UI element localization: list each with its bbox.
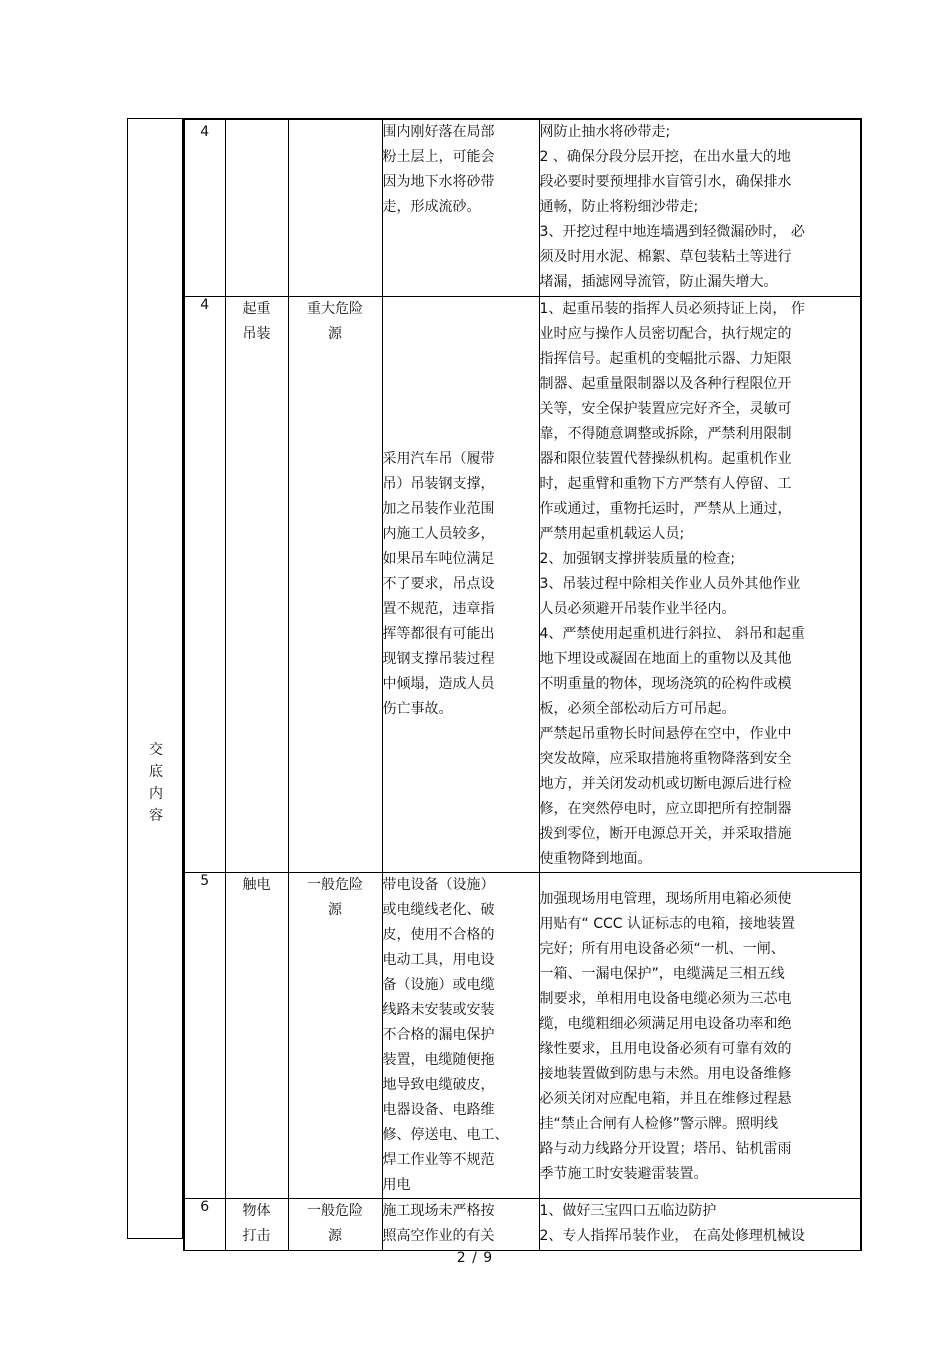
measure-line: 业时应与操作人员密切配合，执行规定的: [539, 325, 792, 342]
measure-line: 2、专人指挥吊装作业， 在高处修理机械设: [539, 1227, 805, 1244]
hazard-name: [225, 872, 288, 1198]
cause-line: 加之吊装作业范围: [382, 500, 495, 517]
measure-line: 路与动力线路分开设置；塔吊、钻机雷雨: [539, 1140, 792, 1157]
risk-level-line: 源: [328, 1227, 342, 1244]
cause-line: 修、停送电、电工、: [382, 1126, 509, 1143]
measure-line: 必须关闭对应配电箱，并且在维修过程悬: [539, 1090, 792, 1107]
measure-line: 地方，并关闭发动机或切断电源后进行检: [539, 775, 792, 792]
table-row: [184, 1198, 861, 1250]
cause-line: 电动工具，用电设: [382, 951, 495, 968]
cause-line: 施工现场未严格按: [382, 1202, 495, 1219]
measure-line: 关等，安全保护装置应完好齐全，灵敏可: [539, 400, 792, 417]
hazard-name-line: 物体: [242, 1202, 271, 1219]
cause-line: 电器设备、电路维: [382, 1101, 495, 1118]
measure-line: 加强现场用电管理，现场所用电箱必须使: [539, 890, 792, 907]
measure-line: 3、开挖过程中地连墙遇到轻微漏砂时， 必: [539, 224, 805, 240]
row-number: 4: [184, 296, 225, 872]
measure-line: 突发故障，应采取措施将重物降落到安全: [539, 750, 792, 767]
cause-line: 备（设施）或电缆: [382, 976, 495, 993]
hazard-name: [225, 119, 288, 296]
cause-line: 因为地下水将砂带: [382, 174, 495, 190]
control-measure: [539, 119, 861, 296]
hazard-name-line: 起重: [242, 300, 271, 317]
measure-line: 不明重量的物体，现场浇筑的砼构件或模: [539, 675, 792, 692]
measure-line: 缘性要求，且用电设备必须有可靠有效的: [539, 1040, 792, 1057]
measure-line: 作或通过，重物托运时，严禁从上通过，: [539, 500, 792, 517]
measure-line: 4、严禁使用起重机进行斜拉、 斜吊和起重: [539, 625, 805, 642]
cause-line: 不了要求，吊点设: [382, 575, 495, 592]
cause-line: 中倾塌，造成人员: [382, 675, 495, 692]
page-number: 2 / 9: [456, 1250, 494, 1266]
measure-line: 季节施工时安装避雷装置。: [539, 1165, 708, 1182]
measure-line: 修，在突然停电时，应立即把所有控制器: [539, 800, 792, 817]
measure-line: 网防止抽水将砂带走;: [539, 124, 671, 140]
measure-line: 人员必须避开吊装作业半径内。: [539, 600, 736, 617]
risk-level: [288, 296, 382, 872]
measure-line: 靠，不得随意调整或拆除，严禁利用限制: [539, 425, 792, 442]
cause-line: 吊）吊装钢支撑，: [382, 475, 495, 492]
cause-line: 用电: [382, 1176, 411, 1193]
table-row: [184, 296, 861, 872]
measure-line: 器和限位装置代替操纵机构。起重机作业: [539, 450, 792, 467]
cause-line: 照高空作业的有关: [382, 1227, 495, 1244]
table-row: [184, 119, 861, 296]
measure-line: 完好；所有用电设备必须“一机、一闸、: [539, 940, 785, 957]
risk-level-line: 重大危险: [307, 300, 363, 317]
control-measure: [539, 872, 861, 1198]
cause-line: 皮，使用不合格的: [382, 926, 495, 943]
cause-line: 线路未安装或安装: [382, 1001, 495, 1018]
risk-level-line: 源: [328, 325, 342, 342]
measure-line: 板，必须全部松动后方可吊起。: [539, 700, 736, 717]
hazard-cause: [382, 1198, 539, 1250]
hazard-name-line: 打击: [242, 1227, 271, 1244]
cause-line: 如果吊车吨位满足: [382, 550, 495, 567]
row-number: 6: [184, 1198, 225, 1250]
cause-line: 走，形成流砂。: [382, 199, 481, 215]
cause-line: 围内刚好落在局部: [382, 124, 495, 140]
risk-level: [288, 119, 382, 296]
measure-line: 拨到零位，断开电源总开关，并采取措施: [539, 825, 792, 842]
measure-line: 3、吊装过程中除相关作业人员外其他作业: [539, 575, 801, 592]
measure-line: 地下埋设或凝固在地面上的重物以及其他: [539, 650, 792, 667]
measure-line: 时，起重臂和重物下方严禁有人停留、工: [539, 475, 792, 492]
measure-line: 严禁用起重机载运人员;: [539, 525, 685, 542]
cause-line: 地导致电缆破皮，: [382, 1076, 495, 1093]
measure-line: 1、做好三宝四口五临边防护: [539, 1202, 717, 1219]
measure-line: 段必要时要预埋排水盲管引水，确保排水: [539, 174, 792, 190]
risk-level-line: 一般危险: [307, 1202, 363, 1219]
cause-line: 或电缆线老化、破: [382, 901, 495, 918]
hazard-name: [225, 296, 288, 872]
table-row: [184, 872, 861, 1198]
row-number: 4: [184, 119, 225, 296]
row-number: 5: [184, 872, 225, 1198]
measure-line: 1、起重吊装的指挥人员必须持证上岗， 作: [539, 300, 805, 317]
hazard-cause: [382, 119, 539, 296]
cause-line: 焊工作业等不规范: [382, 1151, 495, 1168]
measure-line: 一箱、一漏电保护”，电缆满足三相五线: [539, 965, 785, 982]
hazard-name-line: 吊装: [242, 325, 271, 342]
hazard-cause: [382, 296, 539, 872]
measure-line: 指挥信号。起重机的变幅批示器、力矩限: [539, 350, 792, 367]
cause-line: 挥等都很有可能出: [382, 625, 495, 642]
measure-line: 须及时用水泥、棉絮、草包装粘土等进行: [539, 249, 792, 265]
side-label: 交 底 内 容: [149, 742, 163, 824]
cause-line: 粉土层上，可能会: [382, 149, 495, 165]
cause-line: 伤亡事故。: [382, 700, 453, 717]
measure-line: 通畅，防止将粉细沙带走;: [539, 199, 699, 215]
cause-line: 带电设备（设施）: [382, 876, 495, 893]
hazard-name-line: 触电: [242, 876, 271, 893]
side-label-column: [127, 118, 183, 1239]
measure-line: 2 、确保分段分层开挖，在出水量大的地: [539, 149, 791, 165]
control-measure: [539, 296, 861, 872]
measure-line: 挂“禁止合闸有人检修”警示牌。照明线: [539, 1115, 779, 1132]
risk-level-line: 源: [328, 901, 342, 918]
risk-level-line: 一般危险: [307, 876, 363, 893]
measure-line: 用贴有“ CCC 认证标志的电箱，接地装置: [539, 915, 795, 932]
cause-line: 内施工人员较多，: [382, 525, 495, 542]
cause-line: 装置，电缆随便拖: [382, 1051, 495, 1068]
risk-level: [288, 1198, 382, 1250]
measure-line: 2、加强钢支撑拼装质量的检查;: [539, 550, 736, 567]
measure-line: 制要求，单相用电设备电缆必须为三芯电: [539, 990, 792, 1007]
control-measure: [539, 1198, 861, 1250]
cause-line: 现钢支撑吊装过程: [382, 650, 495, 667]
hazard-table: [183, 118, 862, 1251]
cause-line: 置不规范，违章指: [382, 600, 495, 617]
measure-line: 缆，电缆粗细必须满足用电设备功率和绝: [539, 1015, 792, 1032]
cause-line: 不合格的漏电保护: [382, 1026, 495, 1043]
risk-level: [288, 872, 382, 1198]
measure-line: 使重物降到地面。: [539, 850, 652, 867]
measure-line: 严禁起吊重物长时间悬停在空中，作业中: [539, 725, 792, 742]
hazard-name: [225, 1198, 288, 1250]
measure-line: 制器、起重量限制器以及各种行程限位开: [539, 375, 792, 392]
hazard-cause: [382, 872, 539, 1198]
measure-line: 接地装置做到防患与未然。用电设备维修: [539, 1065, 792, 1082]
measure-line: 堵漏，插滤网导流管，防止漏失增大。: [539, 274, 778, 290]
cause-line: 采用汽车吊（履带: [382, 450, 495, 467]
